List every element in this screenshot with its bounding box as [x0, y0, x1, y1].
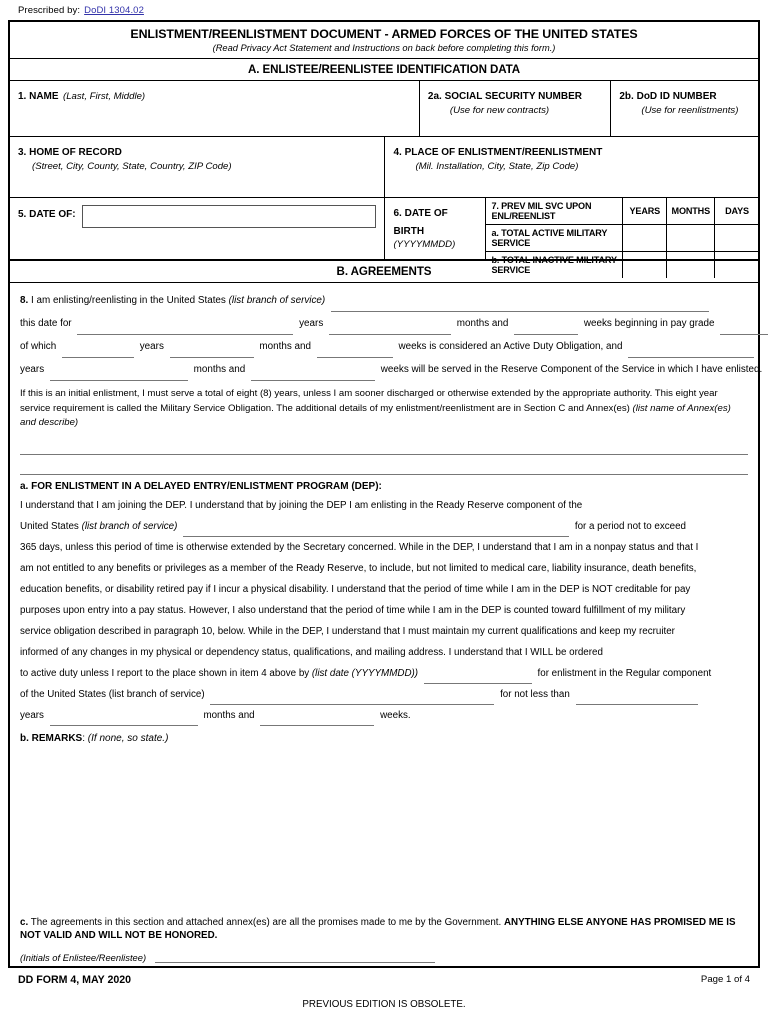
dep-line2-hint: (list branch of service) — [81, 520, 178, 532]
initials-input[interactable] — [155, 951, 435, 963]
item-8-ado-weeks-input[interactable] — [317, 346, 393, 358]
item-8-reserve-years-input[interactable] — [50, 369, 188, 381]
field-dod-id[interactable] — [611, 81, 758, 136]
item-8-ado-trailing-input[interactable] — [628, 346, 754, 358]
field-place-of-enlistment-hint: (Mil. Installation, City, State, Zip Code) — [415, 161, 579, 172]
dep-line11-label-a: years — [20, 709, 44, 721]
field-home-of-record[interactable] — [10, 137, 385, 197]
item-8-line3-label-a: years — [20, 364, 45, 375]
row-inactive-service-months[interactable] — [666, 252, 715, 279]
row-inactive-service-days[interactable] — [715, 252, 758, 279]
dep-line10-label-a: of the United States (list branch of service) — [20, 688, 205, 700]
clause-c-number: c. — [20, 916, 29, 928]
dep-report-date-input[interactable] — [424, 672, 532, 684]
item-8-line2-label-b: years — [139, 341, 164, 352]
field-date-of[interactable] — [10, 198, 385, 259]
dep-heading: a. FOR ENLISTMENT IN A DELAYED ENTRY/ENLISTMENT PROGRAM (DEP): — [20, 480, 382, 492]
dep-line-10 — [20, 684, 748, 705]
prescribed-by-label: Prescribed by: — [18, 5, 81, 16]
item-8-line2-label-a: of which — [20, 341, 57, 352]
field-home-of-record-label: 3. HOME OF RECORD — [18, 147, 122, 158]
field-home-of-record-hint: (Street, City, County, State, Country, ZIP Code) — [32, 161, 232, 172]
field-dod-id-label: 2b. DoD ID NUMBER — [619, 91, 717, 102]
item-8-line-3 — [20, 358, 763, 381]
row-active-service-label: a. TOTAL ACTIVE MILITARY SERVICE — [486, 225, 622, 252]
item-8-line-1 — [20, 312, 748, 335]
field-name-hint: (Last, First, Middle) — [63, 91, 146, 102]
dep-line-1: I understand that I am joining the DEP. I understand that by joining the DEP I am enlisting in the Ready Reserve component of the — [20, 499, 583, 511]
item-8-years-input[interactable] — [77, 323, 293, 335]
item-8-pay-grade-input[interactable] — [720, 323, 768, 335]
clause-c-bold-text: ANYTHING ELSE ANYONE HAS PROMISED ME IS NOT VALID AND WILL NOT BE HONORED. — [20, 916, 736, 941]
annex-write-in-area — [10, 433, 758, 475]
item-8-lead-line — [20, 289, 748, 312]
field-place-of-enlistment-label: 4. PLACE OF ENLISTMENT/REENLISTMENT — [393, 147, 603, 158]
form-title-banner — [10, 22, 758, 59]
row-active-service-years[interactable] — [623, 225, 666, 252]
section-a-heading: A. ENLISTEE/REENLISTEE IDENTIFICATION DATA — [10, 59, 758, 81]
dep-line11-label-b: months and — [203, 709, 255, 721]
row-active-service-days[interactable] — [715, 225, 758, 252]
dep-branch-input[interactable] — [183, 525, 569, 537]
remarks-label: b. REMARKS — [20, 732, 83, 744]
row-active-service-months[interactable] — [666, 225, 715, 252]
dep-line2-label-b: for a period not to exceed — [574, 520, 686, 532]
item-8-branch-input[interactable] — [331, 300, 709, 312]
dep-line-7: service obligation described in paragraph 10, below. While in the DEP, I understand that I must maintain my current qualifications and keep my recruiter — [20, 625, 675, 637]
table-header-row — [486, 198, 758, 225]
dodi-reference-link[interactable]: DoDI 1304.02 — [84, 5, 144, 16]
prev-mil-svc-table — [486, 198, 758, 278]
item-8-line3-label-b: months and — [193, 364, 246, 375]
row-inactive-service-label: b. TOTAL INACTIVE MILITARY SERVICE — [486, 252, 622, 279]
initials-label: (Initials of Enlistee/Reenlistee) — [20, 951, 147, 963]
table-row — [486, 252, 758, 279]
column-years: YEARS — [623, 198, 666, 225]
field-date-of-label: 5. DATE OF: — [18, 209, 76, 220]
dep-line-9 — [20, 663, 748, 684]
item-8-line1-label-c: months and — [456, 318, 509, 329]
section-b-heading: B. AGREEMENTS — [10, 261, 758, 283]
item-8-line2-label-d: weeks is considered an Active Duty Obligation, and — [398, 341, 623, 352]
column-months: MONTHS — [666, 198, 715, 225]
field-place-of-enlistment[interactable] — [385, 137, 758, 197]
item-8-line1-label-d: weeks beginning in pay grade — [583, 318, 715, 329]
annex-line-2[interactable] — [20, 455, 748, 475]
dep-line-3: 365 days, unless this period of time is otherwise extended by the Secretary concerned. While in the DEP, I understand that I am in a nonpay status and that I — [20, 541, 699, 553]
mso-paragraph — [10, 383, 758, 433]
dep-term-input[interactable] — [576, 693, 698, 705]
item-8-lead-hint: (list branch of service) — [228, 295, 326, 306]
dep-regular-branch-input[interactable] — [210, 693, 494, 705]
field-name-label: 1. NAME — [18, 91, 59, 102]
item-8-weeks-input[interactable] — [514, 323, 578, 335]
item-8-line1-label-b: years — [299, 318, 324, 329]
dep-line11-label-c: weeks. — [380, 709, 411, 721]
item-8-months-input[interactable] — [329, 323, 451, 335]
dep-line9-label-a: to active duty unless I report to the place shown in item 4 above by — [20, 667, 310, 679]
form-id: DD FORM 4, MAY 2020 — [18, 973, 132, 986]
field-prev-mil-svc — [486, 198, 758, 275]
form-body — [8, 20, 763, 968]
prev-mil-svc-label: 7. PREV MIL SVC UPON ENL/REENLIST — [486, 198, 622, 225]
identification-row-1 — [10, 81, 758, 137]
remarks-input-area[interactable] — [10, 744, 758, 912]
identification-row-2 — [10, 137, 758, 198]
item-8-number: 8. — [20, 295, 29, 306]
dep-line2-label-a: United States — [20, 520, 79, 532]
date-of-input[interactable] — [82, 205, 377, 228]
item-8-line2-label-c: months and — [259, 341, 311, 352]
item-8-ado-years-input[interactable] — [62, 346, 134, 358]
remarks-heading — [10, 726, 758, 744]
field-ssn[interactable] — [420, 81, 611, 136]
field-ssn-label: 2a. SOCIAL SECURITY NUMBER — [427, 91, 582, 102]
mso-paragraph-hint: (list name of Annex(es) and describe) — [20, 402, 731, 428]
item-8-ado-months-input[interactable] — [170, 346, 254, 358]
field-date-of-birth-label: 6. DATE OF BIRTH — [393, 208, 448, 237]
field-date-of-birth[interactable] — [385, 198, 486, 259]
annex-line-1[interactable] — [20, 435, 748, 455]
remarks-colon: : — [82, 732, 86, 744]
dep-line-8: informed of any changes in my physical or dependency status, qualifications, and mailing address. I understand that I WILL be ordered — [20, 646, 603, 658]
mso-paragraph-text: If this is an initial enlistment, I must serve a total of eight (8) years, unless I am sooner discharged or otherwise extended by the appropriate authority. This eight year service requirement is called the Military Service Obligation. The additional details of my enlistment/reenlistment are in Section C and Annex(es) — [20, 388, 718, 414]
form-title: ENLISTMENT/REENLISTMENT DOCUMENT - ARMED FORCES OF THE UNITED STATES — [130, 27, 638, 41]
item-8-line3-label-c: weeks will be served in the Reserve Component of the Service in which I have enlisted. — [380, 364, 763, 375]
table-row — [486, 225, 758, 252]
dep-line-4: am not entitled to any benefits or privileges as a member of the Ready Reserve, to include, but not limited to medical care, liability insurance, death benefits, — [20, 562, 697, 574]
dep-line-5: education benefits, or disability retired pay if I incur a physical disability. I understand that the period of time while I am in the DEP is NOT creditable for pay — [20, 583, 691, 595]
dep-paragraph — [10, 494, 758, 726]
field-name[interactable] — [10, 81, 420, 136]
prescribed-by — [8, 0, 760, 20]
dep-line9-hint: (list date (YYYYMMDD)) — [311, 667, 419, 679]
dep-years-input[interactable] — [50, 714, 198, 726]
agreements-body — [10, 283, 763, 966]
column-days: DAYS — [715, 198, 758, 225]
initials-row — [10, 945, 758, 966]
clause-c-text: The agreements in this section and attached annex(es) are all the promises made to me by the Government. — [30, 916, 502, 928]
dep-line-11 — [20, 705, 748, 726]
dep-line9-label-b: for enlistment in the Regular component — [537, 667, 712, 679]
field-dod-id-hint: (Use for reenlistments) — [641, 105, 739, 116]
dep-line-2 — [20, 516, 748, 537]
field-ssn-hint: (Use for new contracts) — [449, 105, 550, 116]
dep-weeks-input[interactable] — [260, 714, 374, 726]
form-subtitle: (Read Privacy Act Statement and Instructions on back before completing this form.) — [212, 43, 556, 53]
page-number: Page 1 of 4 — [700, 973, 750, 985]
item-8-reserve-weeks-input[interactable] — [251, 369, 375, 381]
item-8-line1-label-a: this date for — [20, 318, 72, 329]
remarks-hint: (If none, so state.) — [87, 732, 169, 744]
item-8-lead-text: I am enlisting/reenlisting in the United States — [31, 295, 226, 306]
item-8 — [10, 283, 763, 383]
clause-c — [10, 912, 758, 945]
previous-edition-note: PREVIOUS EDITION IS OBSOLETE. — [302, 998, 466, 1010]
row-inactive-service-years[interactable] — [623, 252, 666, 279]
dep-line-6: purposes upon entry into a pay status. However, I also understand that the period of time while I am in the DEP is counted toward fulfillment of my military — [20, 604, 686, 616]
item-8-line-2 — [20, 335, 748, 358]
field-date-of-birth-hint: (YYYYMMDD) — [393, 239, 456, 250]
form-footer — [8, 968, 760, 1010]
dep-line10-label-b: for not less than — [500, 688, 570, 700]
